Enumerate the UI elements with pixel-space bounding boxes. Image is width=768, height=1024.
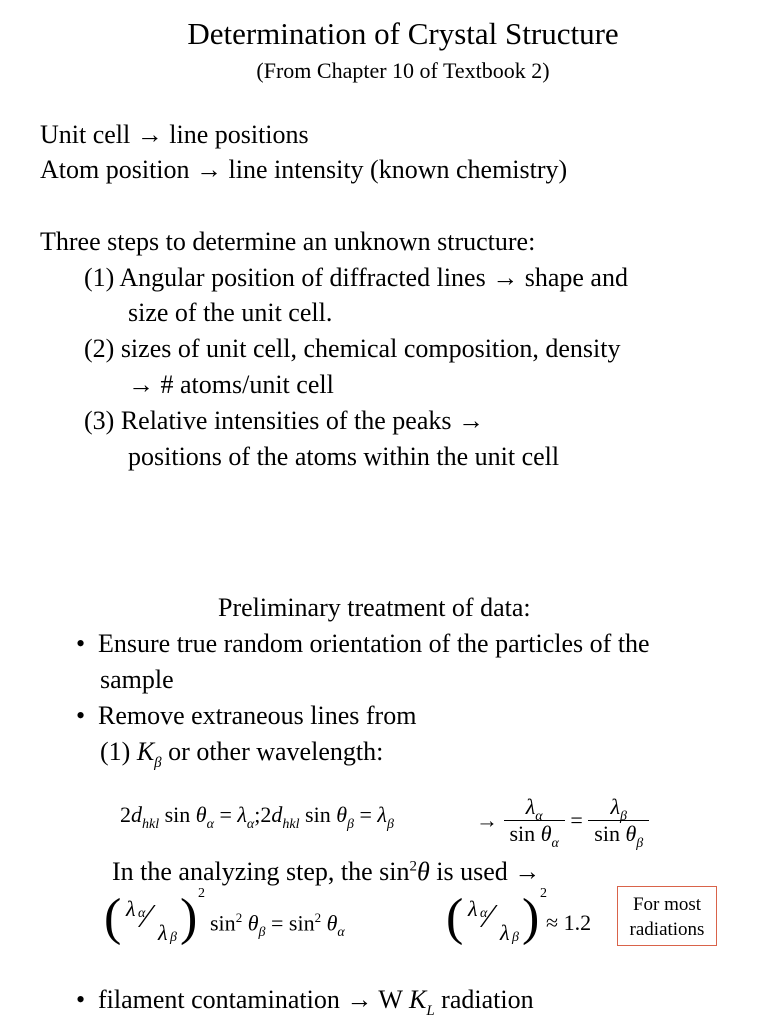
- page-subtitle: (From Chapter 10 of Textbook 2): [256, 58, 550, 83]
- lambda-alpha-fraction: $\frac{\lambda_\alpha}{\sin \theta_\alpha}$: [504, 796, 565, 845]
- k-symbol: K: [408, 985, 427, 1014]
- note-line-2: radiations: [629, 919, 705, 940]
- intro-line-2: Atom position → line intensity (known chemistry): [40, 155, 568, 184]
- step-3-line-1: (3) Relative intensities of the peaks →: [84, 406, 485, 435]
- l-subscript: L: [426, 1003, 435, 1019]
- bullet-2-subitem: [100, 737, 384, 771]
- beta-subscript: β: [154, 755, 162, 771]
- wavelength-ratio-approx: ( λ α ⁄ λ β ) 2 ≈ 1.2: [446, 886, 592, 946]
- step-3-line-2: positions of the atoms within the unit cell: [128, 442, 560, 471]
- analyzing-suffix: is used →: [429, 857, 541, 886]
- intro-line-1: Unit cell → line positions: [40, 120, 309, 149]
- prelim-heading: Preliminary treatment of data:: [218, 593, 531, 622]
- step-1-line-2: size of the unit cell.: [128, 298, 333, 327]
- step-2-line-2: → # atoms/unit cell: [128, 370, 334, 399]
- steps-heading: Three steps to determine an unknown structure:: [40, 227, 536, 256]
- lambda-beta-fraction: $\frac{\lambda_\beta}{\sin \theta_\beta}$: [588, 796, 649, 845]
- bullet-mark: •: [76, 985, 86, 1014]
- sin-squared-relation: ( λ α ⁄ λ β ) 2 $\sin^2 \theta_\beta = \sin^2 \theta_\alpha$: [104, 886, 345, 946]
- bullet-3: [76, 985, 534, 1019]
- step-1-line-1: (1) Angular position of diffracted lines → shape and: [84, 263, 628, 292]
- ratio-equation: → $\frac{\lambda_\alpha}{\sin \theta_\alpha}$ = $\frac{\lambda_\beta}{\sin \theta_\beta}$: [476, 796, 649, 845]
- analyzing-superscript: 2: [409, 858, 417, 875]
- bullet-mark: •: [76, 701, 86, 730]
- note-line-1: For most: [632, 894, 702, 915]
- analyzing-text: In the analyzing step, the sin: [112, 857, 410, 886]
- theta-symbol: θ: [416, 857, 430, 886]
- approx-value: ≈ 1.2: [546, 910, 592, 935]
- bullet-1-line-2: sample: [100, 665, 174, 694]
- bullet-1-text: Ensure true random orientation of the particles of the: [98, 629, 650, 658]
- page-title: Determination of Crystal Structure: [187, 16, 619, 51]
- bullet-mark: •: [76, 629, 86, 658]
- bullet-2-text: Remove extraneous lines from: [98, 701, 417, 730]
- bullet-3-text: filament contamination → W: [98, 985, 409, 1014]
- analyzing-step-line: [112, 859, 540, 885]
- bragg-equations: $2d_{hkl}$ $\sin \theta_\alpha$ = $\lambda_\alpha;2d_{hkl}$ $\sin \theta_\beta = \lambda_\beta$: [120, 802, 394, 832]
- step-2-line-1: (2) sizes of unit cell, chemical composition, density: [84, 334, 621, 363]
- k-symbol: K: [136, 737, 155, 766]
- bullet-3-suffix: radiation: [434, 985, 534, 1014]
- subitem-number: (1): [100, 737, 137, 766]
- note-box: [617, 886, 717, 946]
- subitem-text: or other wavelength:: [161, 737, 384, 766]
- bullet-1: [76, 631, 650, 657]
- bullet-2: [76, 703, 416, 729]
